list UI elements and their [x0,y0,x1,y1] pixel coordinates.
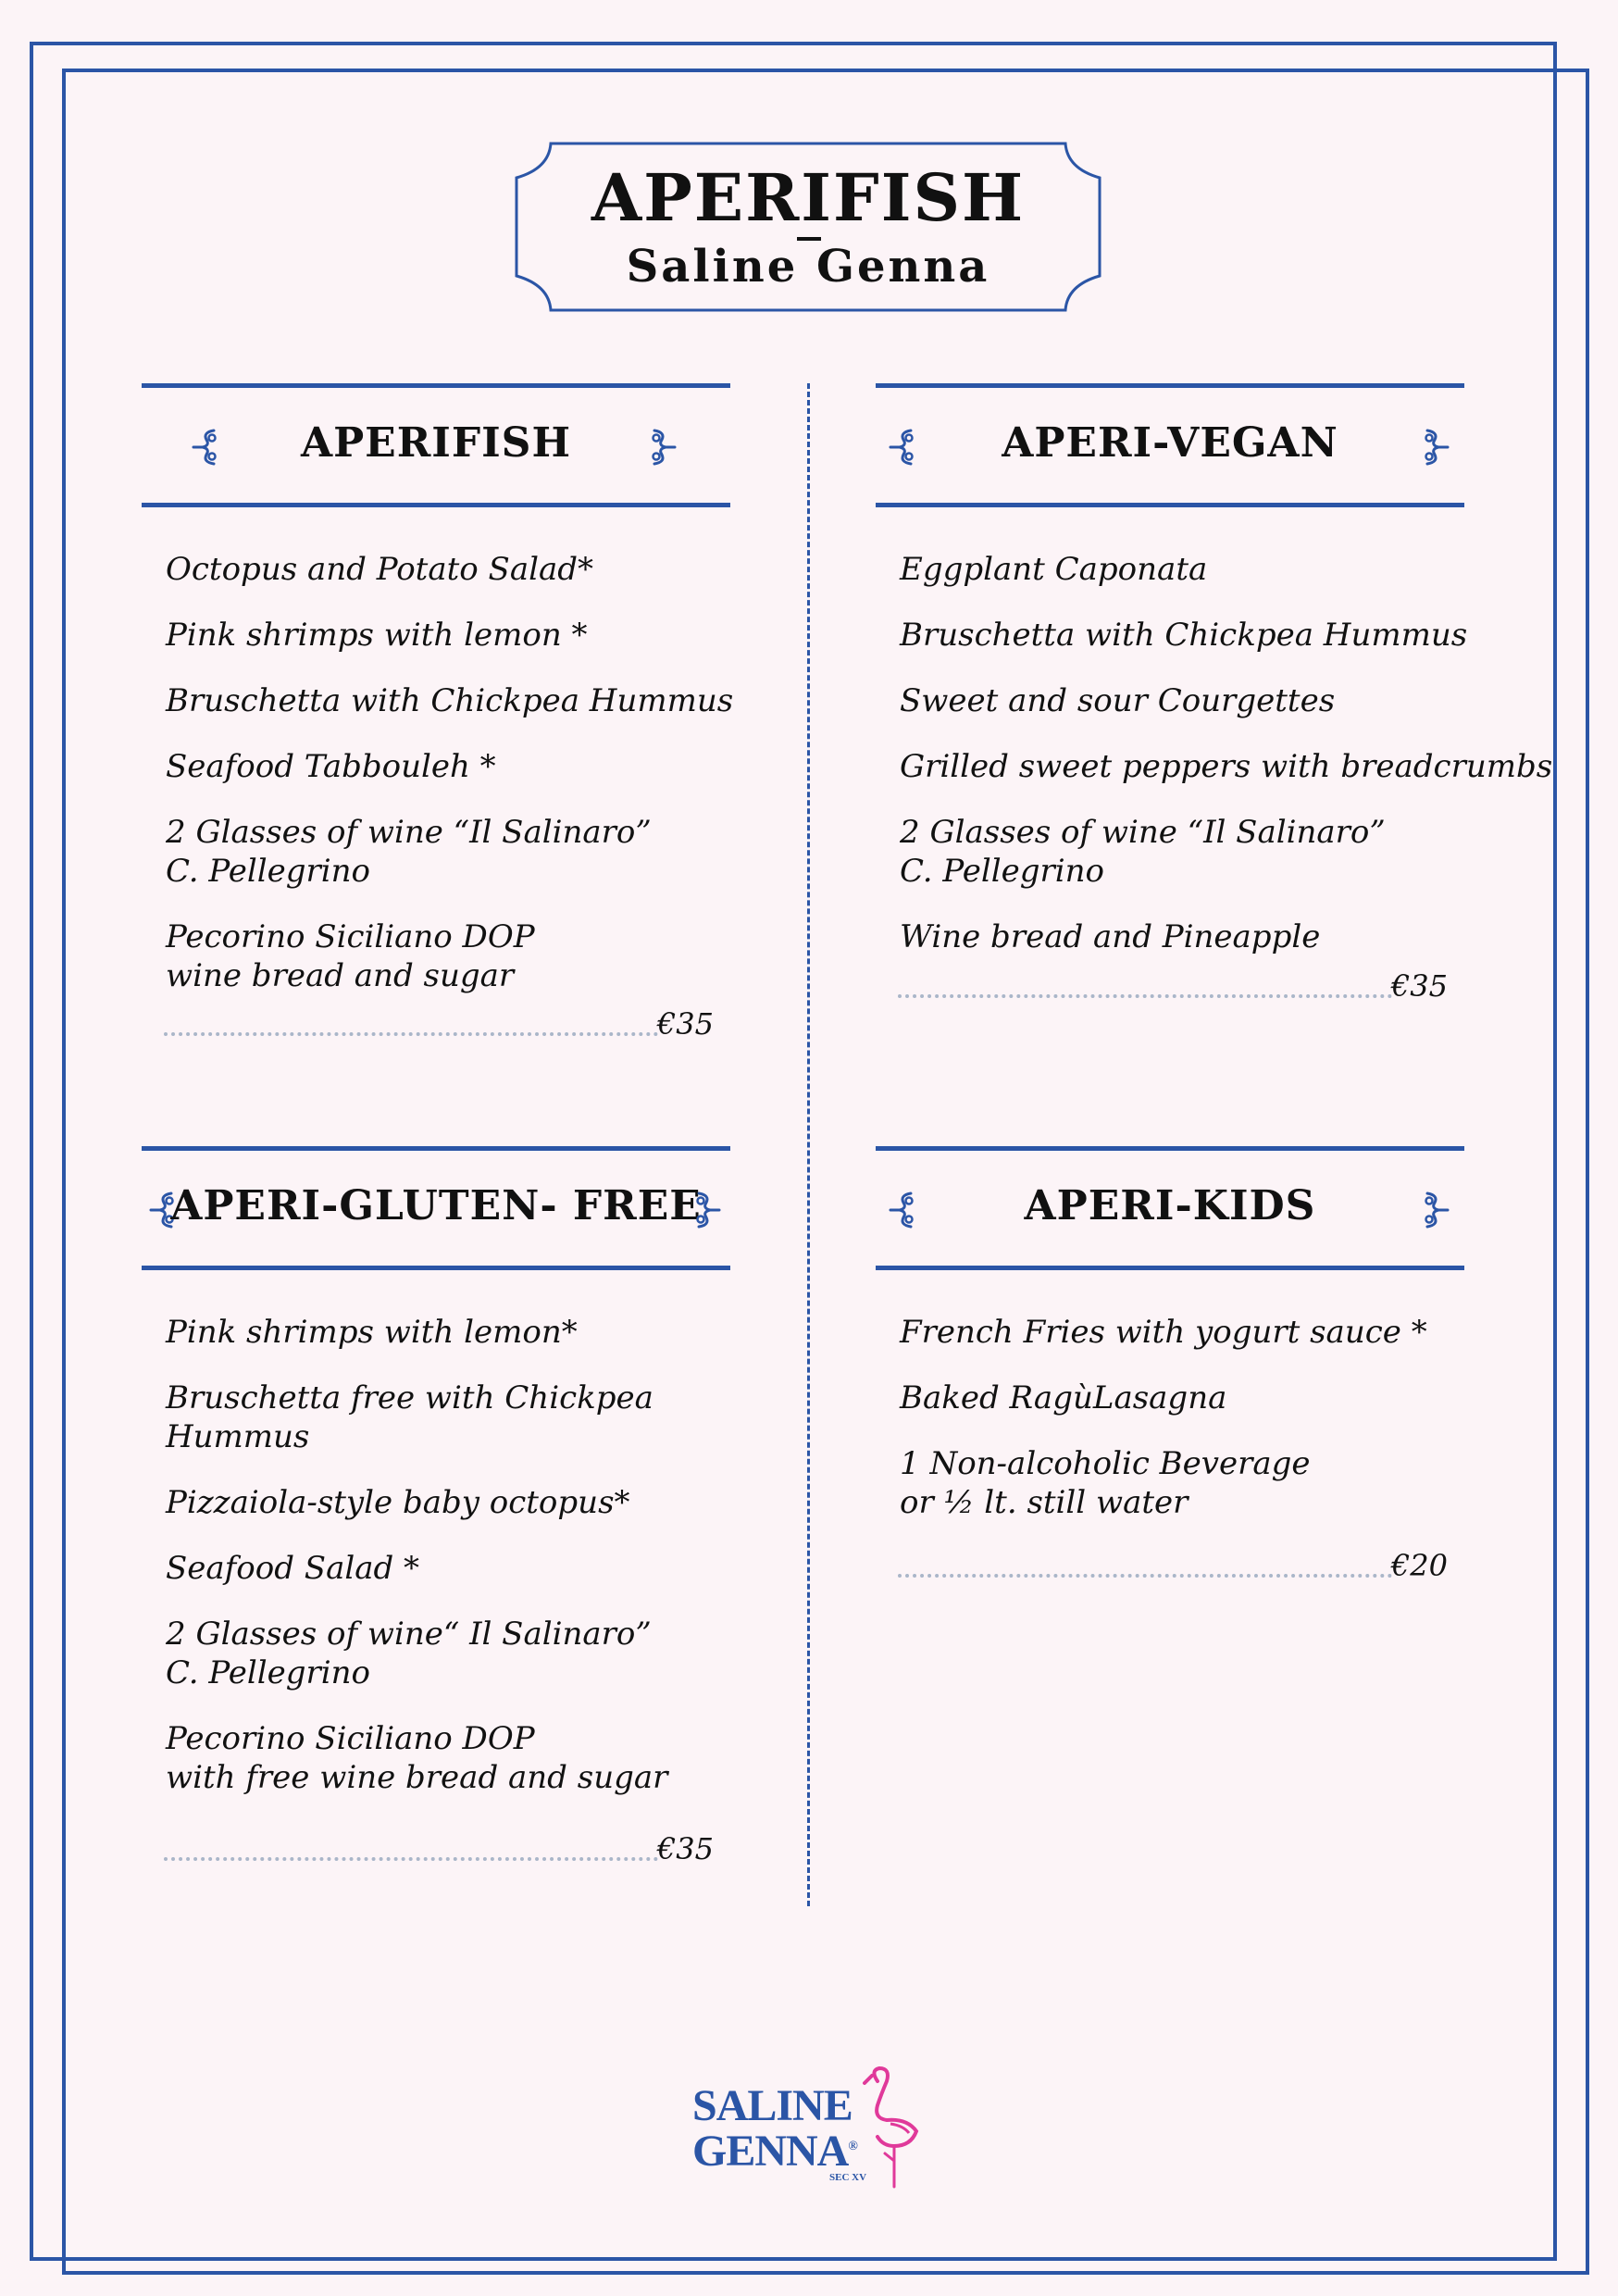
menu-section [142,1146,730,1866]
menu-item-line: or ½ lt. still water [900,1484,1189,1521]
menu-item-line: Seafood Tabbouleh * [166,748,496,785]
page-subtitle: Saline Genna [514,241,1102,293]
logo-tagline: SEC XV [829,2172,867,2183]
menu-item-line: Pink shrimps with lemon* [166,1314,578,1351]
menu-item [166,681,734,720]
menu-item-line: Bruschetta with Chickpea Hummus [900,617,1468,654]
menu-item-line: Pink shrimps with lemon * [166,617,588,654]
menu-item [900,813,1455,891]
menu-item [900,1379,1455,1417]
dotted-leader [164,1032,658,1036]
menu-item [900,1313,1455,1352]
menu-item [166,616,721,655]
menu-item-line: with free wine bread and sugar [166,1759,668,1796]
menu-item-line: wine bread and sugar [166,957,515,994]
price-row [898,968,1448,1009]
menu-item-line: Grilled sweet peppers with breadcrumbs [900,748,1553,785]
price-row [898,1548,1448,1589]
title-cartouche [514,141,1102,313]
menu-item [166,1549,721,1588]
section-header [876,383,1464,507]
menu-item-line: Baked RagùLasagna [900,1379,1227,1416]
logo-line-2: GENNA® [692,2127,857,2176]
menu-item [900,747,1553,786]
section-title: APERIFISH [300,419,572,467]
menu-item-line: Pecorino Siciliano DOP [166,1720,535,1757]
menu-item [166,1483,721,1522]
menu-item [166,1379,721,1456]
page-title: APERIFISH [591,159,1026,236]
section-header [142,1146,730,1270]
menu-item [166,813,721,891]
flamingo-icon [850,2065,924,2194]
price: €35 [656,1831,714,1866]
menu-item [166,550,721,589]
ornament-right-icon [1418,1190,1451,1230]
section-title: APERI-VEGAN [1002,419,1338,467]
menu-item-line: C. Pellegrino [166,1654,371,1691]
menu-item [166,1719,721,1797]
menu-item [166,1313,721,1352]
menu-item-line: Octopus and Potato Salad* [166,551,594,588]
ornament-right-icon [1418,427,1451,468]
menu-item-line: 2 Glasses of wine“ Il Salinaro” [166,1616,652,1653]
menu-item [166,917,721,995]
ornament-right-icon [645,427,678,468]
menu-item-line: C. Pellegrino [166,853,371,890]
price: €35 [1390,968,1448,1004]
section-header [142,383,730,507]
menu-item-line: Bruschetta free with Chickpea [166,1379,653,1416]
menu-item-line: Sweet and sour Courgettes [900,682,1336,719]
saline-genna-logo [692,2065,924,2194]
price: €20 [1390,1548,1448,1583]
menu-item-line: 2 Glasses of wine “Il Salinaro” [166,814,652,851]
menu-item-line: Eggplant Caponata [900,551,1208,588]
dotted-leader [898,1574,1392,1578]
section-header [876,1146,1464,1270]
section-title: APERI-KIDS [1024,1182,1316,1229]
menu-item-line: Seafood Salad * [166,1550,420,1587]
menu-item-line: Pizzaiola-style baby octopus* [166,1484,630,1521]
section-title: APERI-GLUTEN- FREE [170,1182,702,1229]
item-list [900,550,1553,983]
dotted-leader [164,1857,658,1861]
menu-item [900,616,1468,655]
menu-item-line: Hummus [166,1418,310,1455]
menu-section [142,383,734,1042]
column-divider [807,383,810,1906]
menu-item-line: Bruschetta with Chickpea Hummus [166,682,734,719]
ornament-right-icon [690,1190,723,1230]
price-row [164,1831,714,1872]
menu-item-line: 1 Non-alcoholic Beverage [900,1445,1311,1482]
menu-item [900,550,1455,589]
menu-section [876,1146,1464,1583]
menu-item-line: French Fries with yogurt sauce * [900,1314,1427,1351]
item-list [166,1313,721,1824]
menu-item [166,747,721,786]
menu-item-line: C. Pellegrino [900,853,1105,890]
item-list [166,550,734,1022]
menu-item [166,1615,721,1692]
menu-item-line: 2 Glasses of wine “Il Salinaro” [900,814,1386,851]
price-row [164,1006,714,1047]
menu-section [876,383,1553,1004]
price: €35 [656,1006,714,1042]
item-list [900,1313,1455,1549]
menu-item-line: Wine bread and Pineapple [900,918,1321,955]
dotted-leader [898,994,1392,998]
menu-item [900,1444,1455,1522]
logo-line-1: SALINE [692,2081,853,2130]
menu-item [900,681,1455,720]
menu-item-line: Pecorino Siciliano DOP [166,918,535,955]
menu-item [900,917,1455,956]
